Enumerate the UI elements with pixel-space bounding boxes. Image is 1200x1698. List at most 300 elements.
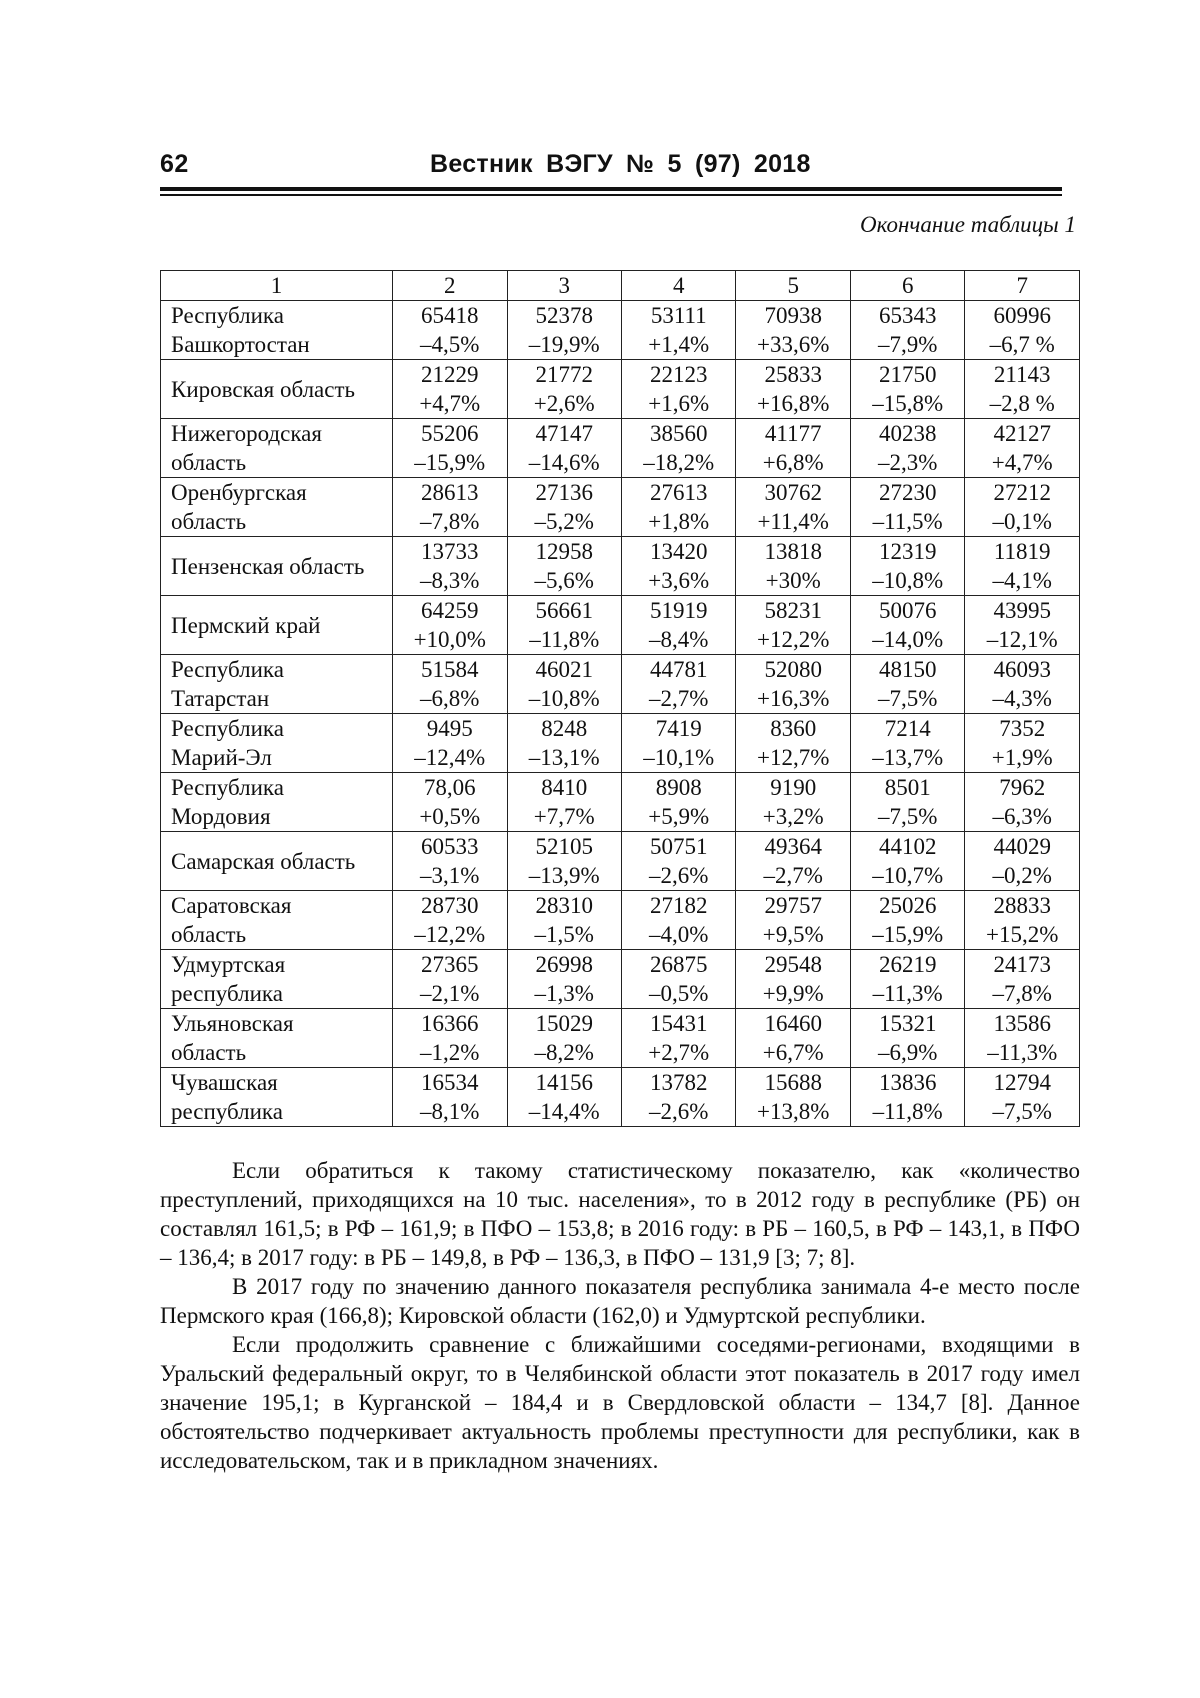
value-cell (621, 478, 735, 537)
percent-change: –2,6% (649, 1099, 709, 1124)
count-value: 11819 (993, 539, 1051, 564)
percent-change: –14,4% (528, 1099, 600, 1124)
value-cell (850, 596, 964, 655)
count-value: 16534 (421, 1070, 479, 1095)
count-value: 8908 (655, 775, 702, 800)
percent-change: –8,1% (420, 1099, 480, 1124)
count-value: 28730 (421, 893, 479, 918)
percent-change: –8,3% (420, 568, 480, 593)
percent-change: –15,9% (414, 450, 486, 475)
value-cell (850, 891, 964, 950)
percent-change: –6,8% (420, 686, 480, 711)
value-cell (393, 950, 507, 1009)
percent-change: –1,5% (534, 922, 594, 947)
percent-change: –2,8 % (989, 391, 1055, 416)
value-cell (393, 1009, 507, 1068)
count-value: 50076 (878, 598, 937, 623)
value-cell (393, 891, 507, 950)
count-value: 78,06 (423, 775, 476, 800)
percent-change: +3,2% (762, 804, 824, 829)
percent-change: –7,5% (877, 804, 938, 829)
percent-change: –6,9% (877, 1040, 938, 1065)
value-cell (736, 891, 850, 950)
value-cell (621, 1068, 735, 1127)
value-cell (507, 891, 621, 950)
percent-change: –7,9% (877, 332, 938, 357)
region-name-cell (161, 773, 393, 832)
percent-change: –11,3% (987, 1040, 1058, 1065)
value-cell (736, 773, 850, 832)
percent-change: +0,5% (419, 804, 481, 829)
count-value: 49364 (764, 834, 822, 859)
value-cell (393, 1068, 507, 1127)
count-value: 7962 (999, 775, 1046, 800)
value-cell (850, 419, 964, 478)
region-name-line: Удмуртская (171, 952, 286, 977)
count-value: 9495 (426, 716, 473, 741)
paragraph: Если обратиться к такому статистическому показателю, как «количество преступлений, приходящихся на 10 тыс. населения», то в 2012 году в республике (РБ) он составлял 161,5; в РФ – 161,9; в ПФО – 153,8; в 2016 году: в РБ – 160,5, в РФ – 143,1, в ПФО – 136,4; в 2017 году: в РБ – 149,8, в РФ – 136,3, в ПФО – 131,9 [3; 7; 8]. (160, 1158, 1080, 1270)
count-value: 16460 (764, 1011, 822, 1036)
count-value: 29757 (764, 893, 822, 918)
count-value: 51919 (649, 598, 708, 623)
table-row (161, 950, 1080, 1009)
region-name-line: Татарстан (171, 686, 270, 711)
percent-change: –13,7% (872, 745, 944, 770)
percent-change: –12,2% (414, 922, 486, 947)
percent-change: +13,8% (757, 1099, 830, 1124)
value-cell (965, 950, 1080, 1009)
table-row (161, 301, 1080, 360)
count-value: 8360 (770, 716, 817, 741)
count-value: 21750 (878, 362, 937, 387)
value-cell (965, 360, 1080, 419)
count-value: 7419 (655, 716, 702, 741)
value-cell (507, 714, 621, 773)
value-cell (621, 596, 735, 655)
percent-change: –15,8% (872, 391, 944, 416)
value-cell (736, 1068, 850, 1127)
region-name-line: Башкортостан (171, 332, 310, 357)
region-name-line: область (171, 450, 247, 475)
count-value: 28833 (993, 893, 1051, 918)
count-value: 38560 (649, 421, 708, 446)
percent-change: –14,0% (872, 627, 944, 652)
percent-change: –2,3% (877, 450, 938, 475)
count-value: 16366 (421, 1011, 479, 1036)
value-cell (965, 537, 1080, 596)
percent-change: +10,0% (413, 627, 486, 652)
percent-change: +12,2% (757, 627, 830, 652)
count-value: 44029 (993, 834, 1051, 859)
region-name-cell (161, 950, 393, 1009)
count-value: 42127 (993, 421, 1051, 446)
count-value: 41177 (764, 421, 822, 446)
percent-change: –15,9% (872, 922, 944, 947)
table-row (161, 419, 1080, 478)
percent-change: –4,3% (992, 686, 1052, 711)
region-name-cell (161, 419, 393, 478)
count-value: 27365 (421, 952, 479, 977)
count-value: 13420 (649, 539, 708, 564)
region-name-line: Кировская область (171, 376, 356, 402)
value-cell (736, 832, 850, 891)
column-header: 7 (965, 271, 1080, 301)
region-name-line: Самарская область (171, 848, 356, 874)
percent-change: +4,7% (419, 391, 481, 416)
region-name-line: Пензенская область (171, 553, 365, 579)
value-cell (850, 773, 964, 832)
region-name-line: Республика (171, 657, 284, 682)
count-value: 51584 (421, 657, 479, 682)
value-cell (507, 360, 621, 419)
count-value: 27212 (993, 480, 1051, 505)
value-cell (850, 714, 964, 773)
count-value: 27182 (649, 893, 708, 918)
value-cell (507, 773, 621, 832)
percent-change: –2,7% (763, 863, 823, 888)
count-value: 46093 (993, 657, 1051, 682)
percent-change: +1,6% (648, 391, 710, 416)
count-value: 22123 (649, 362, 708, 387)
region-name-cell (161, 537, 393, 596)
paragraph: Если продолжить сравнение с ближайшими соседями-регионами, входящими в Уральский федеральный округ, то в Челябинской области этот показатель в 2017 году имел значение 195,1; в Курганской – 184,4 и в Свердловской области – 134,7 [8]. Данное обстоятельство подчеркивает актуальность проблемы преступности для республики, как в исследовательском, так и в прикладном значениях. (160, 1332, 1080, 1473)
percent-change: –8,4% (649, 627, 709, 652)
count-value: 65418 (421, 303, 479, 328)
value-cell (621, 301, 735, 360)
percent-change: –5,6% (534, 568, 594, 593)
count-value: 64259 (421, 598, 479, 623)
percent-change: +12,7% (757, 745, 830, 770)
percent-change: +33,6% (757, 332, 830, 357)
value-cell (393, 773, 507, 832)
percent-change: –4,5% (420, 332, 480, 357)
percent-change: –7,5% (992, 1099, 1052, 1124)
percent-change: +16,8% (757, 391, 830, 416)
value-cell (393, 301, 507, 360)
count-value: 28310 (535, 893, 593, 918)
value-cell (736, 714, 850, 773)
count-value: 21229 (421, 362, 479, 387)
count-value: 8501 (884, 775, 931, 800)
region-name-line: республика (171, 981, 283, 1006)
column-header: 6 (850, 271, 964, 301)
value-cell (850, 301, 964, 360)
value-cell (621, 537, 735, 596)
header-rule-thick (160, 187, 1062, 191)
percent-change: –0,2% (992, 863, 1052, 888)
region-name-cell (161, 832, 393, 891)
region-name-line: Мордовия (171, 804, 271, 829)
value-cell (507, 301, 621, 360)
value-cell (736, 950, 850, 1009)
percent-change: –3,1% (420, 863, 480, 888)
region-name-line: Саратовская (171, 893, 292, 918)
percent-change: –10,8% (528, 686, 600, 711)
value-cell (736, 478, 850, 537)
percent-change: –8,2% (534, 1040, 594, 1065)
region-name-cell (161, 714, 393, 773)
value-cell (965, 655, 1080, 714)
region-name-line: Республика (171, 775, 284, 800)
count-value: 12958 (535, 539, 593, 564)
count-value: 27613 (649, 480, 708, 505)
region-name-cell (161, 891, 393, 950)
value-cell (507, 596, 621, 655)
crime-statistics-table (160, 270, 1080, 1127)
count-value: 15431 (649, 1011, 708, 1036)
count-value: 53111 (650, 303, 707, 328)
count-value: 58231 (764, 598, 822, 623)
percent-change: –2,1% (420, 981, 480, 1006)
header-rule-thin (160, 194, 1062, 196)
column-header: 2 (393, 271, 507, 301)
count-value: 46021 (535, 657, 593, 682)
value-cell (850, 360, 964, 419)
table-row (161, 714, 1080, 773)
percent-change: +30% (765, 568, 821, 593)
page-number: 62 (160, 150, 189, 178)
count-value: 13782 (649, 1070, 708, 1095)
count-value: 26875 (649, 952, 708, 977)
percent-change: –4,1% (992, 568, 1052, 593)
value-cell (393, 360, 507, 419)
count-value: 65343 (878, 303, 937, 328)
count-value: 13733 (421, 539, 479, 564)
count-value: 13836 (878, 1070, 937, 1095)
value-cell (393, 714, 507, 773)
value-cell (393, 596, 507, 655)
value-cell (507, 1068, 621, 1127)
percent-change: +7,7% (533, 804, 595, 829)
count-value: 52378 (535, 303, 593, 328)
value-cell (736, 419, 850, 478)
percent-change: –6,3% (992, 804, 1052, 829)
value-cell (965, 478, 1080, 537)
count-value: 15688 (764, 1070, 822, 1095)
running-header (160, 150, 1062, 188)
value-cell (507, 419, 621, 478)
paragraph: В 2017 году по значению данного показателя республика занимала 4-е место после Пермского края (166,8); Кировской области (162,0) и Удмуртской республики. (160, 1274, 1080, 1328)
value-cell (850, 1068, 964, 1127)
percent-change: +4,7% (991, 450, 1053, 475)
percent-change: +1,4% (648, 332, 710, 357)
percent-change: –11,8% (872, 1099, 943, 1124)
count-value: 13586 (993, 1011, 1051, 1036)
percent-change: +9,9% (762, 981, 824, 1006)
table-row (161, 891, 1080, 950)
percent-change: –19,9% (528, 332, 600, 357)
value-cell (850, 950, 964, 1009)
value-cell (507, 537, 621, 596)
percent-change: +1,9% (991, 745, 1053, 770)
percent-change: –7,8% (420, 509, 480, 534)
value-cell (621, 714, 735, 773)
count-value: 15321 (878, 1011, 937, 1036)
percent-change: –2,6% (649, 863, 709, 888)
count-value: 29548 (764, 952, 822, 977)
percent-change: +2,7% (648, 1040, 710, 1065)
count-value: 12794 (993, 1070, 1051, 1095)
count-value: 27136 (535, 480, 593, 505)
region-name-line: область (171, 922, 247, 947)
value-cell (965, 419, 1080, 478)
percent-change: –11,5% (872, 509, 943, 534)
column-header: 4 (621, 271, 735, 301)
count-value: 25026 (878, 893, 937, 918)
region-name-line: Оренбургская (171, 480, 307, 505)
percent-change: –14,6% (528, 450, 600, 475)
value-cell (736, 360, 850, 419)
count-value: 26219 (878, 952, 937, 977)
region-name-cell (161, 1068, 393, 1127)
table-row (161, 773, 1080, 832)
count-value: 56661 (535, 598, 593, 623)
count-value: 7352 (999, 716, 1046, 741)
region-name-cell (161, 478, 393, 537)
table-row (161, 478, 1080, 537)
region-name-line: Республика (171, 303, 284, 328)
count-value: 50751 (649, 834, 708, 859)
count-value: 43995 (993, 598, 1051, 623)
percent-change: +1,8% (648, 509, 710, 534)
value-cell (621, 891, 735, 950)
region-name-line: Пермский край (171, 612, 321, 638)
count-value: 40238 (878, 421, 937, 446)
percent-change: +5,9% (648, 804, 710, 829)
region-name-cell (161, 1009, 393, 1068)
percent-change: –18,2% (643, 450, 715, 475)
percent-change: –12,1% (986, 627, 1058, 652)
count-value: 44102 (878, 834, 937, 859)
count-value: 13818 (764, 539, 822, 564)
count-value: 52080 (764, 657, 822, 682)
percent-change: +3,6% (648, 568, 710, 593)
region-name-line: республика (171, 1099, 283, 1124)
value-cell (965, 1068, 1080, 1127)
table-header-row (161, 271, 1080, 301)
region-name-line: Республика (171, 716, 284, 741)
table-row (161, 596, 1080, 655)
value-cell (965, 891, 1080, 950)
value-cell (507, 1009, 621, 1068)
value-cell (507, 478, 621, 537)
value-cell (621, 419, 735, 478)
region-name-line: область (171, 509, 247, 534)
percent-change: +15,2% (986, 922, 1059, 947)
count-value: 15029 (535, 1011, 593, 1036)
value-cell (393, 537, 507, 596)
table-row (161, 537, 1080, 596)
percent-change: –11,8% (529, 627, 600, 652)
value-cell (850, 537, 964, 596)
count-value: 47147 (535, 421, 593, 446)
value-cell (393, 655, 507, 714)
count-value: 14156 (535, 1070, 593, 1095)
value-cell (621, 1009, 735, 1068)
percent-change: –10,7% (872, 863, 944, 888)
count-value: 21143 (993, 362, 1051, 387)
percent-change: –13,1% (528, 745, 600, 770)
count-value: 52105 (535, 834, 593, 859)
percent-change: +9,5% (762, 922, 824, 947)
count-value: 9190 (770, 775, 817, 800)
percent-change: +16,3% (757, 686, 830, 711)
percent-change: –11,3% (872, 981, 943, 1006)
region-name-line: Нижегородская (171, 421, 322, 446)
region-name-cell (161, 301, 393, 360)
count-value: 27230 (878, 480, 937, 505)
percent-change: +6,8% (762, 450, 824, 475)
value-cell (621, 832, 735, 891)
table-row (161, 1009, 1080, 1068)
value-cell (736, 537, 850, 596)
percent-change: –7,8% (992, 981, 1052, 1006)
region-name-line: область (171, 1040, 247, 1065)
count-value: 55206 (421, 421, 479, 446)
count-value: 30762 (764, 480, 822, 505)
value-cell (736, 596, 850, 655)
table-row (161, 1068, 1080, 1127)
value-cell (736, 301, 850, 360)
region-name-line: Чувашская (171, 1070, 278, 1095)
percent-change: –4,0% (649, 922, 709, 947)
percent-change: –2,7% (649, 686, 709, 711)
region-name-cell (161, 655, 393, 714)
value-cell (965, 773, 1080, 832)
column-header: 5 (736, 271, 850, 301)
count-value: 44781 (649, 657, 708, 682)
count-value: 28613 (421, 480, 479, 505)
value-cell (965, 832, 1080, 891)
region-name-cell (161, 360, 393, 419)
percent-change: –0,1% (992, 509, 1052, 534)
table-row (161, 655, 1080, 714)
value-cell (850, 1009, 964, 1068)
value-cell (507, 655, 621, 714)
column-header: 3 (507, 271, 621, 301)
region-name-line: Ульяновская (171, 1011, 294, 1036)
value-cell (621, 360, 735, 419)
percent-change: –1,2% (420, 1040, 480, 1065)
percent-change: +6,7% (762, 1040, 824, 1065)
journal-title: Вестник ВЭГУ № 5 (97) 2018 (430, 150, 811, 178)
value-cell (621, 773, 735, 832)
value-cell (965, 301, 1080, 360)
percent-change: +2,6% (533, 391, 595, 416)
count-value: 70938 (764, 303, 822, 328)
table-row (161, 832, 1080, 891)
count-value: 12319 (878, 539, 937, 564)
count-value: 8248 (541, 716, 588, 741)
percent-change: +11,4% (757, 509, 829, 534)
value-cell (621, 950, 735, 1009)
value-cell (393, 478, 507, 537)
percent-change: –1,3% (534, 981, 594, 1006)
article-body (160, 1156, 1080, 1475)
count-value: 25833 (764, 362, 822, 387)
value-cell (965, 1009, 1080, 1068)
value-cell (621, 655, 735, 714)
count-value: 26998 (535, 952, 593, 977)
value-cell (965, 596, 1080, 655)
value-cell (965, 714, 1080, 773)
column-header: 1 (161, 271, 393, 301)
table-row (161, 360, 1080, 419)
value-cell (736, 1009, 850, 1068)
region-name-line: Марий-Эл (171, 745, 272, 770)
value-cell (850, 832, 964, 891)
percent-change: –13,9% (528, 863, 600, 888)
